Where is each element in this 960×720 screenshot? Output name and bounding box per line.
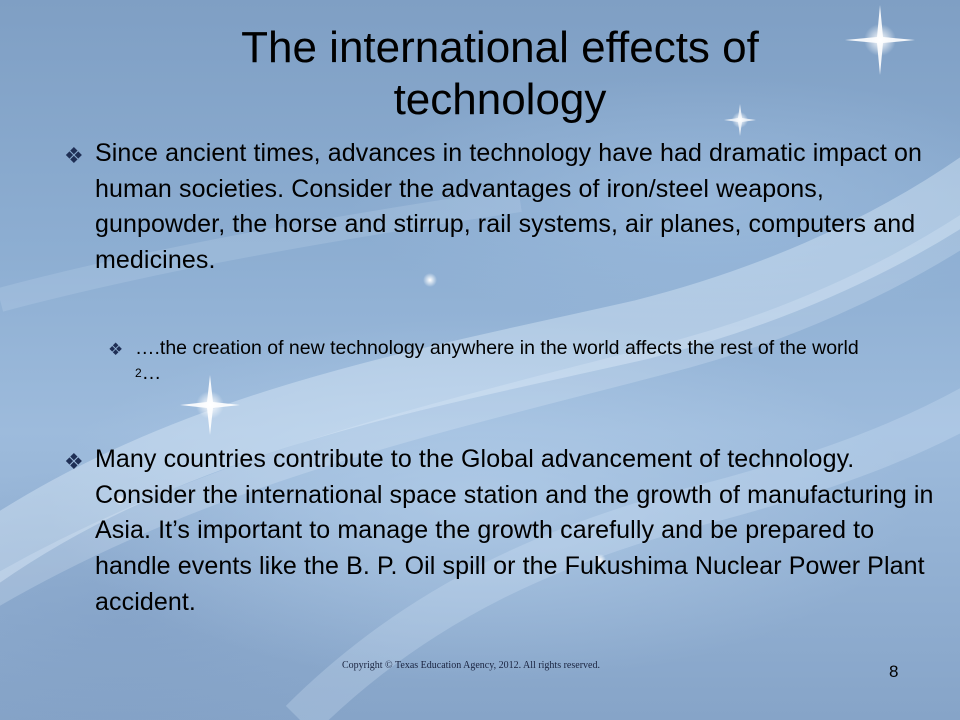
copyright-notice: Copyright © Texas Education Agency, 2012. All rights reserved. <box>342 660 600 671</box>
sub-bullet-text-ellipsis: … <box>141 362 162 384</box>
slide-title-line-2: technology <box>393 75 607 124</box>
sub-bullet-text <box>135 336 888 386</box>
page-number: 8 <box>889 662 899 681</box>
bullet-global-advancement <box>64 442 934 621</box>
slide-title-line-1: The international effects of <box>241 23 759 72</box>
bullet-text: Many countries contribute to the Global advancement of technology. Consider the international space station and the growth of manufacturing in Asia. It’s important to manage the growth carefully and be prepared to handle events like the B. P. Oil spill or the Fukushima Nuclear Power Plant accident. <box>95 445 934 616</box>
bullet-text: Since ancient times, advances in technology have had dramatic impact on human societies. Consider the advantages of iron/steel weapons, gunpowder, the horse and stirrup, rail systems, air planes, computers and medicines. <box>95 139 923 274</box>
diamond-bullet-icon: ❖ <box>64 449 84 474</box>
sparkle-star-2 <box>845 5 915 75</box>
bullet-ancient-technology <box>64 136 924 278</box>
footnote-reference: 2 <box>135 366 142 380</box>
sub-bullet-text-main: ….the creation of new technology anywhere in the world affects the rest of the world <box>135 337 859 359</box>
diamond-bullet-icon: ❖ <box>108 340 124 359</box>
diamond-bullet-icon: ❖ <box>64 143 84 168</box>
sub-bullet-world-effects <box>108 336 888 386</box>
slide-title <box>150 22 850 126</box>
